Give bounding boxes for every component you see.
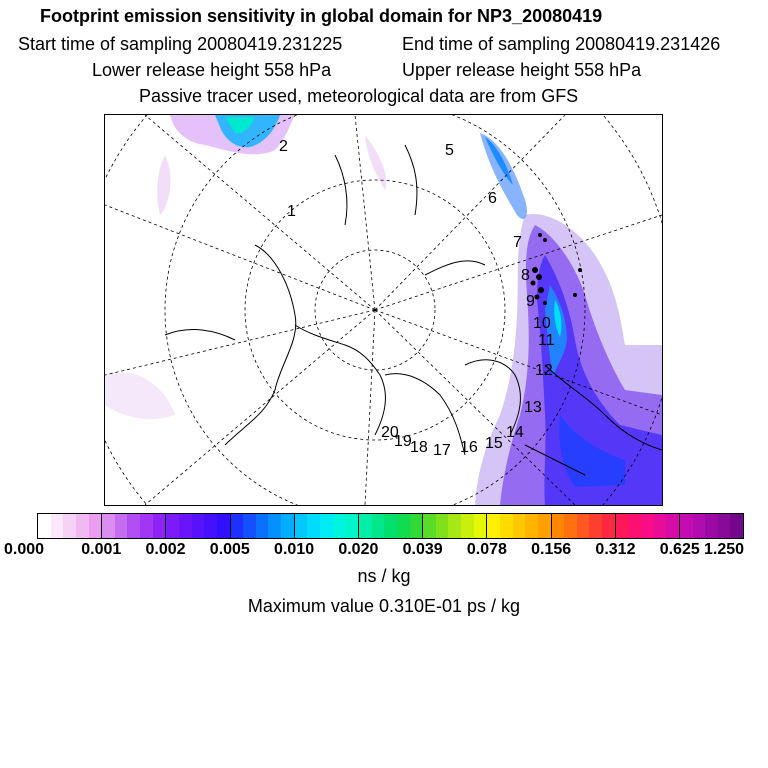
colorbar-tick-label: 0.001 (81, 541, 122, 558)
plot-title: Footprint emission sensitivity in global domain for NP3_20080419 (40, 6, 603, 26)
trajectory-label: 12 (535, 362, 553, 379)
colorbar-swatch (204, 514, 217, 538)
colorbar-tick-label: 0.010 (274, 541, 315, 558)
colorbar-swatch (602, 514, 615, 538)
colorbar-swatch (730, 514, 743, 538)
colorbar-swatch (115, 514, 128, 538)
colorbar-swatch (641, 514, 654, 538)
colorbar-swatch (140, 514, 153, 538)
trajectory-label: 7 (513, 234, 522, 251)
colorbar-swatch (577, 514, 590, 538)
colorbar-segment (165, 514, 229, 538)
colorbar-swatch (513, 514, 526, 538)
colorbar-segment (551, 514, 615, 538)
colorbar-tick-label: 0.625 (659, 541, 700, 558)
colorbar-segment (486, 514, 550, 538)
colorbar-swatch (487, 514, 500, 538)
colorbar-swatch (217, 514, 230, 538)
colorbar-tick-label: 0.078 (466, 541, 507, 558)
colorbar-swatch (525, 514, 538, 538)
colorbar-swatch (654, 514, 667, 538)
colorbar-swatch (474, 514, 487, 538)
colorbar-swatch (127, 514, 140, 538)
colorbar-units: ns / kg (357, 566, 411, 586)
colorbar-swatch (63, 514, 76, 538)
colorbar-swatch (359, 514, 372, 538)
colorbar-swatch (564, 514, 577, 538)
trajectory-label: 6 (488, 190, 497, 207)
colorbar-swatch (345, 514, 358, 538)
upper-release-text: Upper release height 558 hPa (402, 60, 642, 80)
colorbar-swatch (616, 514, 629, 538)
colorbar-swatch (410, 514, 423, 538)
colorbar-tick-label: 1.250 (703, 541, 745, 558)
colorbar-swatch (552, 514, 565, 538)
trajectory-label: 15 (485, 435, 503, 452)
colorbar-swatch (538, 514, 551, 538)
colorbar-swatch (500, 514, 513, 538)
colorbar-segment (615, 514, 679, 538)
trajectory-label: 17 (433, 442, 451, 459)
colorbar-swatch (268, 514, 281, 538)
colorbar-swatch (589, 514, 602, 538)
colorbar-swatch (76, 514, 89, 538)
lower-release-text: Lower release height 558 hPa (92, 60, 332, 80)
colorbar-swatch (102, 514, 115, 538)
trajectory-label: 1 (287, 203, 296, 220)
colorbar-swatch (397, 514, 410, 538)
colorbar-tick-label: 0.156 (531, 541, 572, 558)
trajectory-label: 20 (381, 424, 399, 441)
colorbar-swatch (307, 514, 320, 538)
colorbar-swatch (51, 514, 64, 538)
colorbar-segment (38, 514, 101, 538)
colorbar-segment (679, 514, 743, 538)
colorbar-swatch (192, 514, 205, 538)
colorbar (37, 513, 744, 539)
colorbar-segment (101, 514, 165, 538)
colorbar-swatch (243, 514, 256, 538)
colorbar-swatch (372, 514, 385, 538)
colorbar-swatch (461, 514, 474, 538)
footprint-map (104, 114, 663, 506)
colorbar-swatch (295, 514, 308, 538)
trajectory-label: 8 (521, 267, 530, 284)
colorbar-swatch (666, 514, 679, 538)
map-canvas (105, 115, 662, 505)
trajectory-label: 16 (460, 439, 478, 456)
colorbar-swatch (320, 514, 333, 538)
colorbar-swatch (281, 514, 294, 538)
maximum-value-text: Maximum value 0.310E-01 ps / kg (247, 596, 521, 616)
colorbar-swatch (384, 514, 397, 538)
colorbar-swatch (333, 514, 346, 538)
colorbar-tick-label: 0.312 (595, 541, 636, 558)
colorbar-tick-label: 0.005 (209, 541, 250, 558)
colorbar-swatch (448, 514, 461, 538)
colorbar-segment (294, 514, 358, 538)
trajectory-label: 10 (533, 315, 551, 332)
colorbar-swatch (680, 514, 693, 538)
colorbar-swatch (166, 514, 179, 538)
start-time-text: Start time of sampling 20080419.231225 (18, 34, 343, 54)
sensitivity-field (105, 115, 662, 505)
colorbar-segment (230, 514, 294, 538)
trajectory-label: 18 (410, 439, 428, 456)
colorbar-swatch (231, 514, 244, 538)
trajectory-label: 11 (538, 332, 555, 349)
colorbar-swatch (436, 514, 449, 538)
colorbar-segment (358, 514, 422, 538)
colorbar-swatch (718, 514, 731, 538)
colorbar-swatch (628, 514, 641, 538)
colorbar-tick-label: 0.000 (3, 541, 45, 558)
trajectory-label: 5 (445, 142, 454, 159)
colorbar-swatch (153, 514, 166, 538)
colorbar-swatch (38, 514, 51, 538)
trajectory-label: 9 (526, 293, 535, 310)
colorbar-swatch (705, 514, 718, 538)
colorbar-swatch (423, 514, 436, 538)
trajectory-label: 19 (394, 433, 412, 450)
colorbar-tick-label: 0.020 (338, 541, 379, 558)
colorbar-segment (422, 514, 486, 538)
colorbar-swatch (89, 514, 102, 538)
trajectory-label: 14 (506, 424, 524, 441)
colorbar-swatch (693, 514, 706, 538)
colorbar-tick-labels (0, 541, 768, 561)
colorbar-tick-label: 0.002 (145, 541, 186, 558)
trajectory-label: 13 (524, 399, 542, 416)
trajectory-label: 2 (279, 138, 288, 155)
colorbar-swatch (256, 514, 269, 538)
end-time-text: End time of sampling 20080419.231426 (402, 34, 721, 54)
colorbar-tick-label: 0.039 (402, 541, 443, 558)
tracer-note-text: Passive tracer used, meteorological data are from GFS (139, 86, 579, 106)
colorbar-swatch (179, 514, 192, 538)
